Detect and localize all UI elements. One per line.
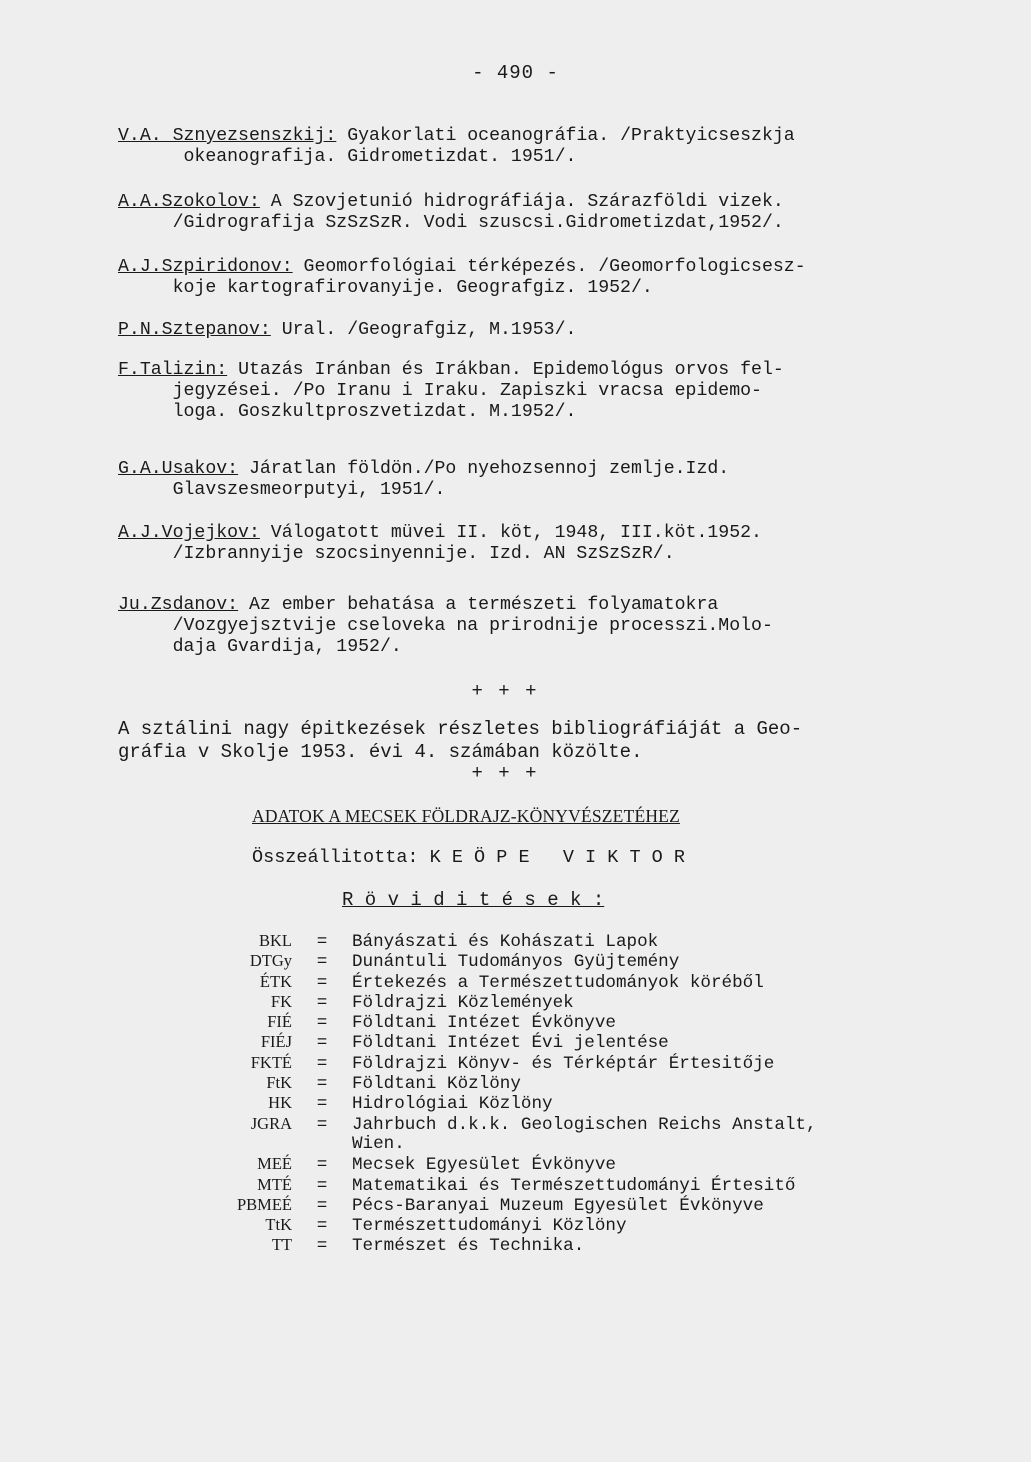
equals-sign: = xyxy=(316,952,328,973)
abbreviation-definition: Földtani Intézet Évkönyve xyxy=(352,1013,616,1034)
abbreviation-row xyxy=(200,931,980,951)
abbreviation-code: BKL xyxy=(259,931,292,950)
entry-text: Glavszesmeorputyi, 1951/. xyxy=(118,480,446,500)
abbreviation-code: JGRA xyxy=(250,1113,292,1133)
entry-text: Járatlan földön./Po nyehozsennoj zemlje.Izd. xyxy=(238,459,730,479)
entry-author: V.A. Sznyezsenszkij: xyxy=(118,126,337,146)
abbreviation-row xyxy=(200,1093,980,1113)
abbreviation-row xyxy=(200,972,980,992)
abbreviation-definition: Földtani Közlöny xyxy=(352,1074,521,1095)
entry-text: Az ember behatása a természeti folyamatokra xyxy=(238,595,719,615)
abbreviation-row xyxy=(200,1175,980,1195)
equals-sign: = xyxy=(316,1155,328,1176)
abbreviation-code: MTÉ xyxy=(257,1174,292,1194)
abbreviation-code: FIÉJ xyxy=(260,1032,292,1052)
abbreviation-row xyxy=(200,951,980,971)
equals-sign: = xyxy=(316,932,328,952)
abbreviation-row xyxy=(200,1114,980,1134)
abbreviation-row xyxy=(200,1154,980,1174)
entry-author: Ju.Zsdanov: xyxy=(118,595,239,615)
abbreviations-heading: R ö v i d i t é s e k : xyxy=(342,889,605,911)
abbreviation-definition: Földtani Intézet Évi jelentése xyxy=(352,1033,669,1054)
abbreviation-definition: Jahrbuch d.k.k. Geologischen Reichs Anstalt, xyxy=(352,1114,817,1135)
abbreviation-row-continuation xyxy=(200,1134,980,1154)
compiler-line: Összeállitotta: K E Ö P E V I K T O R xyxy=(252,847,685,868)
bibliography-entry xyxy=(118,523,938,565)
abbreviation-code: HK xyxy=(268,1093,292,1113)
entry-text: jegyzései. /Po Iranu i Iraku. Zapiszki vracsa epidemo- xyxy=(118,381,762,401)
equals-sign: = xyxy=(316,1053,328,1074)
separator: + + + xyxy=(471,762,539,784)
equals-sign: = xyxy=(316,1013,328,1034)
abbreviation-code: TT xyxy=(271,1235,292,1255)
bibliography-entry xyxy=(118,360,938,423)
separator: + + + xyxy=(471,680,539,702)
bibliography-entry xyxy=(118,320,938,341)
bibliography-entry xyxy=(118,595,938,658)
entry-text: /Izbrannyije szocsinyennije. Izd. AN SzSzSzR/. xyxy=(118,544,675,564)
abbreviation-row xyxy=(200,1053,980,1073)
abbreviation-row xyxy=(200,992,980,1012)
abbreviation-code: ÉTK xyxy=(259,971,292,991)
equals-sign: = xyxy=(316,972,328,993)
note-line: A sztálini nagy épitkezések részletes bibliográfiáját a Geo- xyxy=(118,718,803,740)
abbreviation-row xyxy=(200,1032,980,1052)
abbreviation-definition: Bányászati és Kohászati Lapok xyxy=(352,932,659,952)
abbreviation-code: FKTÉ xyxy=(250,1052,292,1072)
abbreviation-definition: Hidrológiai Közlöny xyxy=(352,1094,553,1115)
abbreviation-definition: Dunántuli Tudományos Gyüjtemény xyxy=(352,952,680,973)
entry-text: koje kartografirovanyije. Geografgiz. 1952/. xyxy=(118,278,653,298)
abbreviation-row xyxy=(200,1215,980,1235)
equals-sign: = xyxy=(316,1236,328,1257)
abbreviation-row xyxy=(200,1235,980,1255)
abbreviation-code: PBMEÉ xyxy=(236,1194,292,1214)
entry-text: Ural. /Geografgiz, M.1953/. xyxy=(270,320,577,340)
equals-sign: = xyxy=(316,1033,328,1054)
abbreviation-code: DTGy xyxy=(249,951,292,971)
abbreviation-code: MEÉ xyxy=(257,1154,292,1174)
equals-sign: = xyxy=(316,992,328,1013)
entry-text: Utazás Iránban és Irákban. Epidemológus orvos fel- xyxy=(227,360,784,380)
abbreviation-definition: Természet és Technika. xyxy=(352,1236,585,1257)
entry-author: A.A.Szokolov: xyxy=(118,192,260,212)
abbreviation-row xyxy=(200,1012,980,1032)
equals-sign: = xyxy=(316,1195,328,1216)
entry-author: A.J.Szpiridonov: xyxy=(118,257,293,277)
abbreviation-definition: Természettudományi Közlöny xyxy=(352,1216,627,1237)
entry-text: Gyakorlati oceanográfia. /Praktyicseszkja xyxy=(336,126,795,146)
note-line: gráfia v Skolje 1953. évi 4. számában közölte. xyxy=(118,741,643,763)
note-paragraph xyxy=(118,718,938,764)
abbreviation-row xyxy=(200,1073,980,1093)
equals-sign: = xyxy=(316,1114,328,1135)
entry-text: okeanografija. Gidrometizdat. 1951/. xyxy=(118,147,577,167)
entry-text: daja Gvardija, 1952/. xyxy=(118,637,402,657)
abbreviation-code: TtK xyxy=(265,1215,292,1235)
entry-author: F.Talizin: xyxy=(118,360,228,380)
entry-text: Geomorfológiai térképezés. /Geomorfologicsesz- xyxy=(292,257,806,277)
abbreviation-definition: Pécs-Baranyai Muzeum Egyesület Évkönyve xyxy=(352,1195,764,1216)
equals-sign: = xyxy=(316,1094,328,1115)
bibliography-entry xyxy=(118,192,938,234)
equals-sign: = xyxy=(316,1216,328,1237)
entry-text: /Gidrografija SzSzSzR. Vodi szuscsi.Gidrometizdat,1952/. xyxy=(118,213,784,233)
abbreviation-code: FK xyxy=(270,991,292,1011)
bibliography-entry xyxy=(118,459,938,501)
section-title: ADATOK A MECSEK FÖLDRAJZ-KÖNYVÉSZETÉHEZ xyxy=(252,806,680,826)
entry-author: P.N.Sztepanov: xyxy=(118,320,271,340)
entry-text: /Vozgyejsztvije cseloveka na prirodnije processzi.Molo- xyxy=(118,616,773,636)
bibliography-entry xyxy=(118,126,938,168)
page-number: - 490 - xyxy=(472,62,559,84)
abbreviation-row xyxy=(200,1195,980,1215)
entry-text: loga. Goszkultproszvetizdat. M.1952/. xyxy=(118,402,577,422)
abbreviations-list xyxy=(200,931,980,1256)
abbreviation-definition: Földrajzi Közlemények xyxy=(352,992,574,1013)
entry-author: A.J.Vojejkov: xyxy=(118,523,260,543)
abbreviation-code: FIÉ xyxy=(267,1012,292,1032)
entry-text: A Szovjetunió hidrográfiája. Szárazföldi vizek. xyxy=(259,192,784,212)
bibliography-entry xyxy=(118,257,938,299)
abbreviation-definition: Mecsek Egyesület Évkönyve xyxy=(352,1155,616,1176)
abbreviation-definition: Wien. xyxy=(352,1133,405,1154)
abbreviation-definition: Értekezés a Természettudományok köréből xyxy=(352,972,764,993)
abbreviation-definition: Földrajzi Könyv- és Térképtár Értesitője xyxy=(352,1053,775,1074)
entry-author: G.A.Usakov: xyxy=(118,459,239,479)
abbreviation-definition: Matematikai és Természettudományi Értesitő xyxy=(352,1175,796,1196)
equals-sign: = xyxy=(316,1074,328,1095)
abbreviation-code: FtK xyxy=(266,1073,292,1093)
entry-text: Válogatott müvei II. köt, 1948, III.köt.1952. xyxy=(259,523,762,543)
equals-sign: = xyxy=(316,1175,328,1196)
